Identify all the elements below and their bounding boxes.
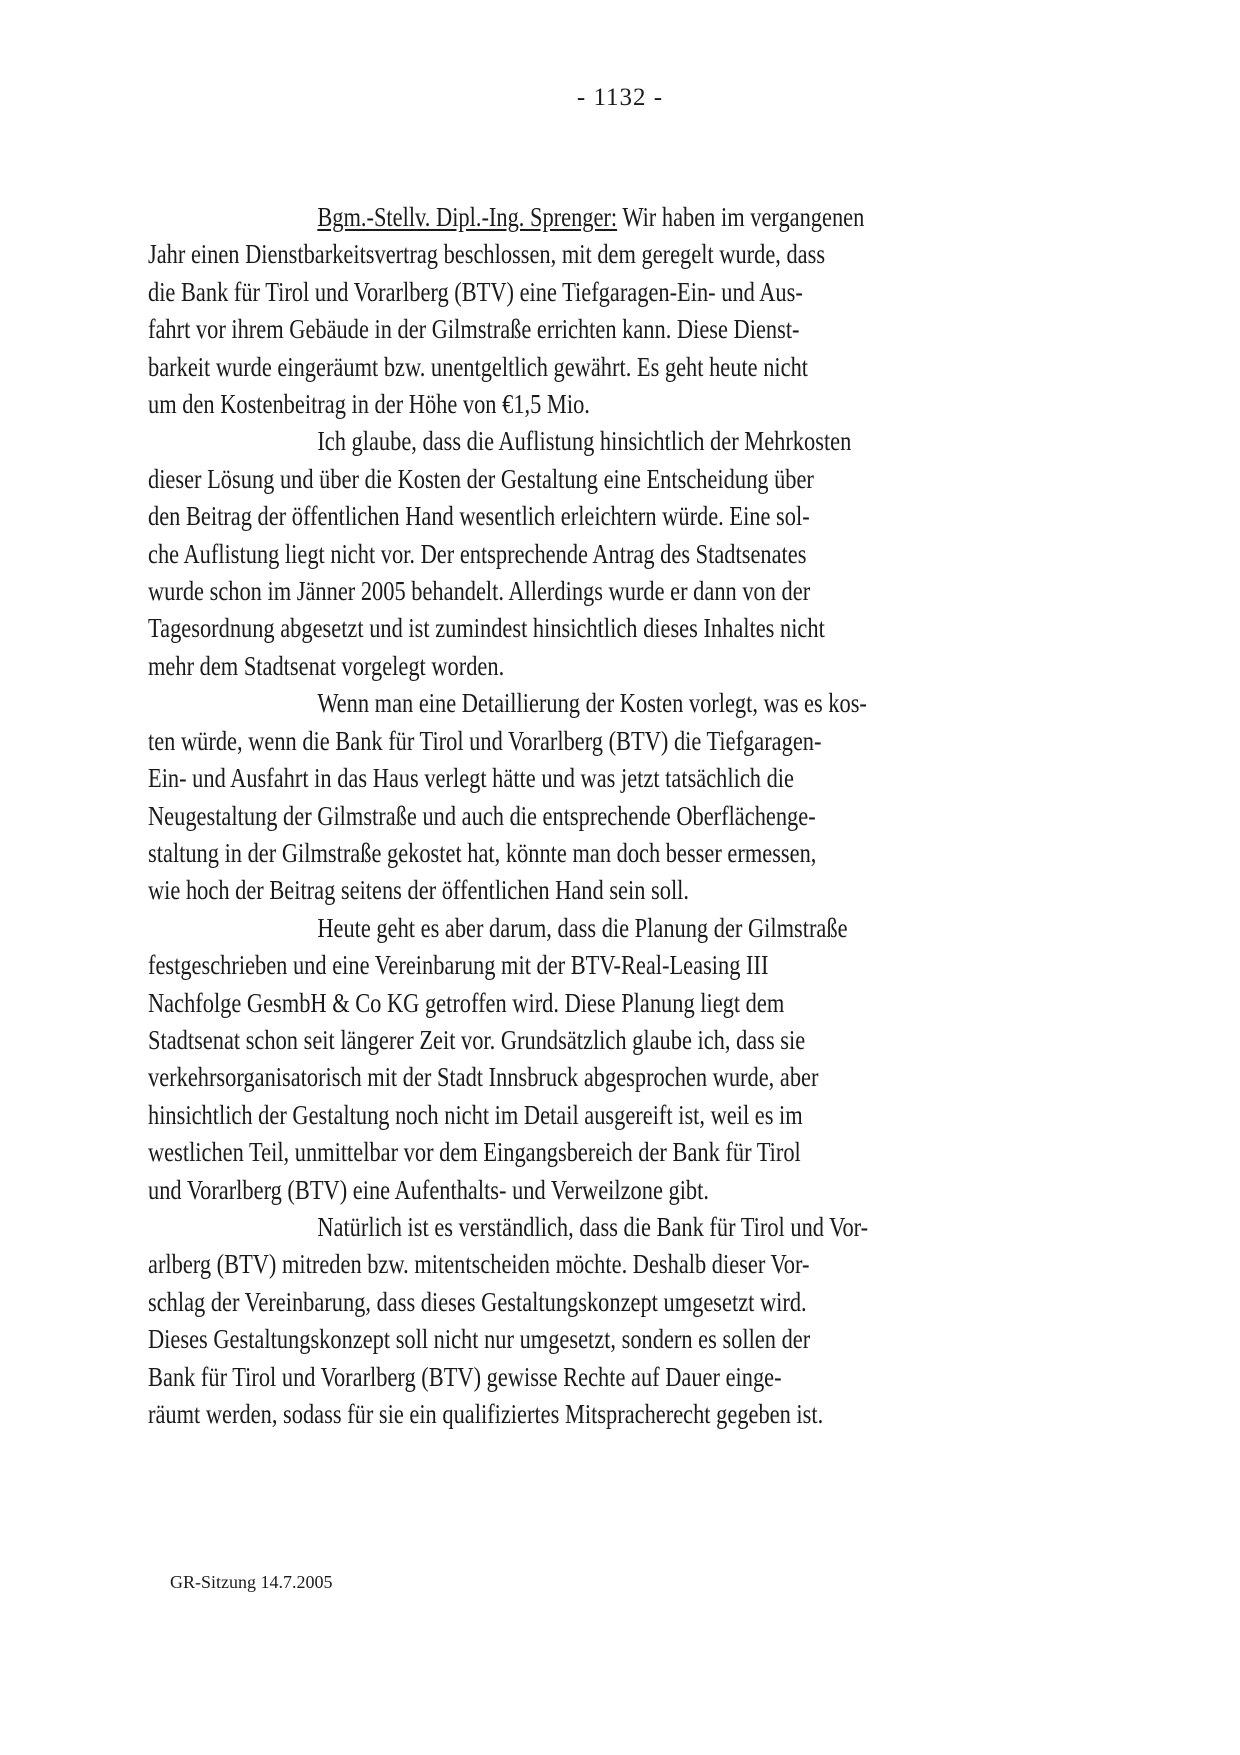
page-number: - 1132 - xyxy=(576,84,664,111)
paragraph: Bgm.-Stellv. Dipl.-Ing. Sprenger: Wir haben im vergangenen Jahr einen Dienstbarkeitsvertrag beschlossen, mit dem geregelt wurde, dass die Bank für Tirol und Vorarlberg (BTV) eine Tiefgaragen-Ein- und Aus- fahrt vor ihrem Gebäude in der Gilmstraße errichten kann. Diese Dienst- barkeit wurde eingeräumt bzw. unentgeltlich gewährt. Es geht heute nicht um den Kostenbeitrag in der Höhe von €1,5 Mio. xyxy=(148,202,865,420)
speaker-name: Bgm.-Stellv. Dipl.-Ing. Sprenger: xyxy=(317,202,618,232)
document-body xyxy=(148,199,978,1433)
paragraph: Natürlich ist es verständlich, dass die Bank für Tirol und Vor- arlberg (BTV) mitreden bzw. mitentscheiden möchte. Deshalb dieser Vor- schlag der Vereinbarung, dass dieses Gestaltungskonzept umgesetzt wird. Dieses Gestaltungskonzept soll nicht nur umgesetzt, sondern es sollen der Bank für Tirol und Vorarlberg (BTV) gewisse Rechte auf Dauer einge- räumt werden, sodass für sie ein qualifiziertes Mitspracherecht gegeben ist. xyxy=(148,1211,869,1429)
paragraph: Heute geht es aber darum, dass die Planung der Gilmstraße festgeschrieben und eine Vereinbarung mit der BTV-Real-Leasing III Nachfolge GesmbH & Co KG getroffen wird. Diese Planung liegt dem Stadtsenat schon seit längerer Zeit vor. Grundsätzlich glaube ich, dass sie verkehrsorganisatorisch mit der Stadt Innsbruck abgesprochen wurde, aber hinsichtlich der Gestaltung noch nicht im Detail ausgereift ist, weil es im westlichen Teil, unmittelbar vor dem Eingangsbereich der Bank für Tirol und Vorarlberg (BTV) eine Aufenthalts- und Verweilzone gibt. xyxy=(148,912,848,1205)
paragraph: Ich glaube, dass die Auflistung hinsichtlich der Mehrkosten dieser Lösung und über die Kosten der Gestaltung eine Entscheidung über den Beitrag der öffentlichen Hand wesentlich erleichtern würde. Eine sol- che Auflistung liegt nicht vor. Der entsprechende Antrag des Stadtsenates wurde schon im Jänner 2005 behandelt. Allerdings wurde er dann von der Tagesordnung abgesetzt und ist zumindest hinsichtlich dieses Inhaltes nicht mehr dem Stadtsenat vorgelegt worden. xyxy=(148,426,852,681)
footer-session-label: GR-Sitzung 14.7.2005 xyxy=(170,1572,333,1592)
paragraph: Wenn man eine Detaillierung der Kosten vorlegt, was es kos- ten würde, wenn die Bank für Tirol und Vorarlberg (BTV) die Tiefgaragen- Ein- und Ausfahrt in das Haus verlegt hätte und was jetzt tatsächlich die Neugestaltung der Gilmstraße und auch die entsprechende Oberflächenge- staltung in der Gilmstraße gekostet hat, könnte man doch besser ermessen, wie hoch der Beitrag seitens der öffentlichen Hand sein soll. xyxy=(148,688,867,906)
